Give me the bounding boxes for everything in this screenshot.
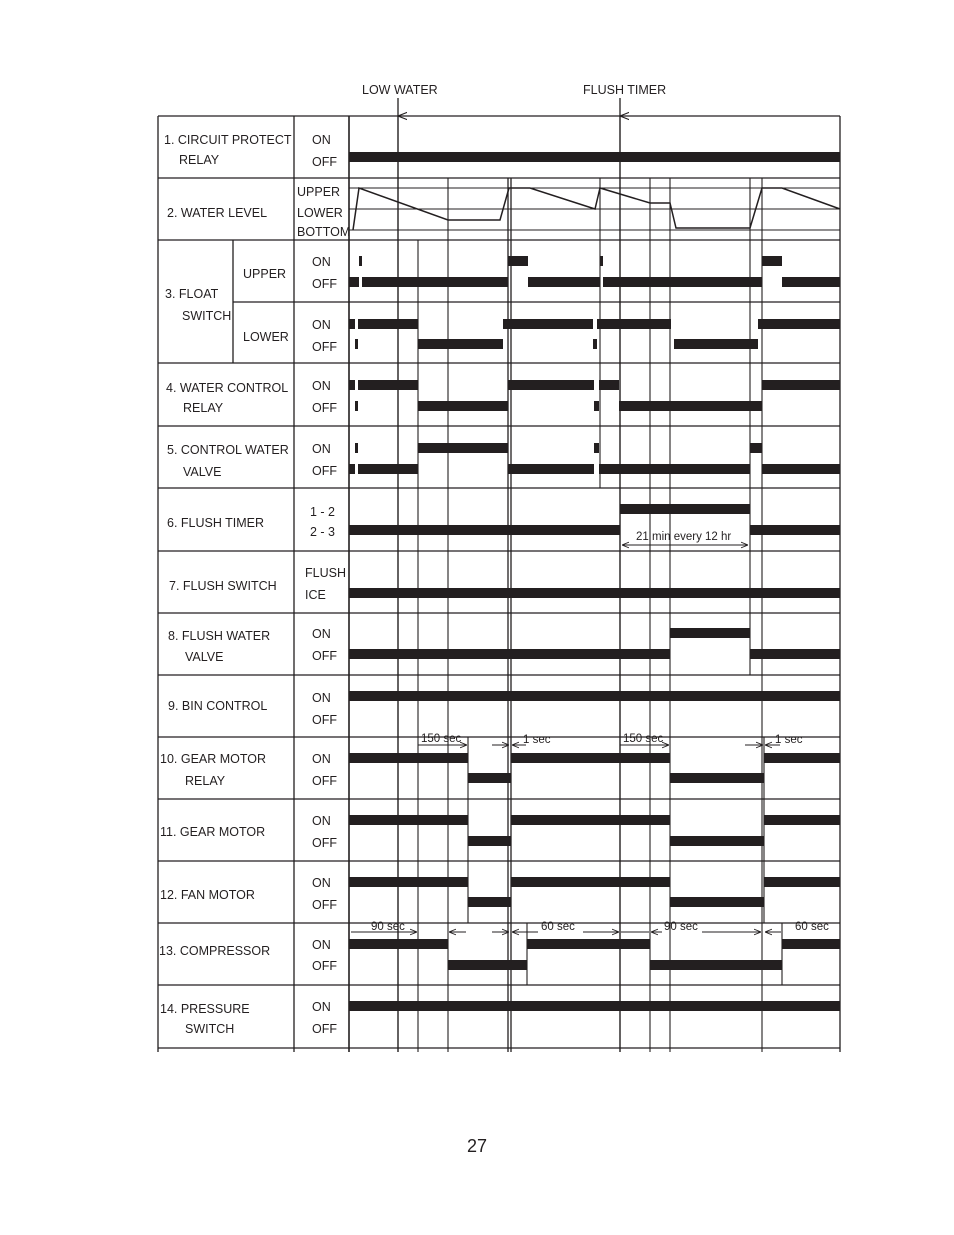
- row-13-label: 13. COMPRESSOR: [159, 944, 271, 958]
- bar-bin-control: [349, 691, 840, 701]
- bar-gear-motor-relay: [349, 753, 468, 763]
- state-label: OFF: [312, 277, 337, 291]
- bar-float-lower: [597, 319, 671, 329]
- bar-float-upper: [349, 277, 359, 287]
- gear-delay-label: 150 sec: [421, 733, 462, 745]
- bar-fan-motor: [511, 877, 670, 887]
- bar-float-lower: [758, 319, 840, 329]
- bar-water-control-relay: [355, 401, 358, 411]
- gear-delay-label: 150 sec: [623, 733, 664, 745]
- bar-float-lower: [503, 319, 593, 329]
- row-5-label: 5. CONTROL WATER: [167, 443, 289, 457]
- bar-water-control-relay: [594, 401, 599, 411]
- bar-flush-timer: [620, 504, 750, 514]
- row-3-label: 3. FLOAT: [165, 287, 219, 301]
- state-label: ON: [312, 752, 331, 766]
- row-1-label: 1. CIRCUIT PROTECT: [164, 133, 292, 147]
- state-label: OFF: [312, 1022, 337, 1036]
- state-label: ON: [312, 318, 331, 332]
- state-label: OFF: [312, 898, 337, 912]
- state-label: OFF: [312, 340, 337, 354]
- row-3-upper-label: UPPER: [243, 267, 287, 281]
- compressor-delay-label: 90 sec: [664, 921, 698, 933]
- bar-compressor: [448, 960, 527, 970]
- low-water-marker-label: LOW WATER: [362, 83, 438, 97]
- row-7-label: 7. FLUSH SWITCH: [169, 579, 277, 593]
- row-12-label: 12. FAN MOTOR: [160, 888, 255, 902]
- row-3-label: SWITCH: [182, 309, 232, 323]
- bar-gear-motor-relay: [764, 753, 840, 763]
- state-label: OFF: [312, 959, 337, 973]
- state-label: OFF: [312, 401, 337, 415]
- bar-fan-motor: [468, 897, 511, 907]
- row-4-label: RELAY: [183, 401, 224, 415]
- bar-water-control-relay: [599, 380, 619, 390]
- bar-control-water-valve: [349, 464, 355, 474]
- flush-interval-label: 21 min every 12 hr: [636, 531, 732, 543]
- bar-gear-motor: [511, 815, 670, 825]
- bar-circuit-protect: [349, 152, 840, 162]
- row-9-label: 9. BIN CONTROL: [168, 699, 268, 713]
- bar-gear-motor: [349, 815, 468, 825]
- bar-control-water-valve: [762, 464, 840, 474]
- bar-float-lower: [674, 339, 758, 349]
- bar-float-upper: [600, 256, 603, 266]
- state-label: OFF: [312, 649, 337, 663]
- bar-float-upper: [603, 277, 762, 287]
- bar-float-upper: [362, 277, 508, 287]
- row-5-label: VALVE: [183, 465, 222, 479]
- bar-float-lower: [349, 319, 355, 329]
- bar-float-upper: [762, 256, 782, 266]
- bar-float-upper: [782, 277, 840, 287]
- bar-gear-motor-relay: [511, 753, 670, 763]
- bar-gear-motor-relay: [468, 773, 511, 783]
- bar-float-upper: [359, 256, 362, 266]
- row-6-label: 6. FLUSH TIMER: [167, 516, 265, 530]
- bar-control-water-valve: [358, 464, 418, 474]
- gear-delay-label: 1 sec: [523, 734, 551, 746]
- state-label: OFF: [312, 836, 337, 850]
- state-label: ON: [312, 814, 331, 828]
- bar-flush-timer: [750, 525, 840, 535]
- bar-control-water-valve: [355, 443, 358, 453]
- row-8-label: VALVE: [185, 650, 224, 664]
- bar-gear-motor: [468, 836, 511, 846]
- bar-flush-switch: [349, 588, 840, 598]
- bar-compressor: [527, 939, 650, 949]
- bar-flush-water-valve: [750, 649, 840, 659]
- state-label: OFF: [312, 155, 337, 169]
- bar-compressor: [650, 960, 782, 970]
- time-grid-lines: [398, 116, 782, 1052]
- bar-flush-water-valve: [349, 649, 670, 659]
- state-label: ON: [312, 379, 331, 393]
- row-2-label: 2. WATER LEVEL: [167, 206, 268, 220]
- compressor-delay-label: 60 sec: [541, 921, 575, 933]
- state-label: ON: [312, 442, 331, 456]
- bar-control-water-valve: [418, 443, 508, 453]
- bar-float-lower: [593, 339, 597, 349]
- row-labels: [159, 133, 292, 1036]
- compressor-delay-label: 60 sec: [795, 921, 829, 933]
- bar-water-control-relay: [358, 380, 418, 390]
- state-label: ON: [312, 627, 331, 641]
- state-label: ON: [312, 938, 331, 952]
- state-label: 2 - 3: [310, 525, 336, 539]
- bar-fan-motor: [764, 877, 840, 887]
- timing-dimensions: [351, 545, 781, 932]
- row-11-label: 11. GEAR MOTOR: [160, 825, 266, 839]
- state-label: ON: [312, 1000, 331, 1014]
- state-label: 1 - 2: [310, 505, 336, 519]
- bar-float-upper: [528, 277, 600, 287]
- state-label: BOTTOM: [297, 225, 351, 239]
- bar-gear-motor: [764, 815, 840, 825]
- compressor-delay-label: 90 sec: [371, 921, 405, 933]
- bar-float-lower: [418, 339, 503, 349]
- state-label: ON: [312, 133, 331, 147]
- bar-water-control-relay: [418, 401, 508, 411]
- state-label: OFF: [312, 464, 337, 478]
- state-label: ICE: [305, 588, 326, 602]
- row-3-lower-label: LOWER: [243, 330, 289, 344]
- state-label: ON: [312, 876, 331, 890]
- bar-control-water-valve: [508, 464, 594, 474]
- bar-control-water-valve: [750, 443, 762, 453]
- bar-compressor: [349, 939, 448, 949]
- bar-fan-motor: [349, 877, 468, 887]
- state-label: OFF: [312, 774, 337, 788]
- bar-float-lower: [358, 319, 418, 329]
- row-1-label: RELAY: [179, 153, 220, 167]
- bar-water-control-relay: [619, 401, 762, 411]
- state-bars: [349, 152, 840, 1011]
- bar-water-control-relay: [508, 380, 594, 390]
- row-14-label: 14. PRESSURE: [160, 1002, 250, 1016]
- bar-compressor: [782, 939, 840, 949]
- bar-control-water-valve: [594, 443, 599, 453]
- state-label: LOWER: [297, 206, 343, 220]
- row-8-label: 8. FLUSH WATER: [168, 629, 271, 643]
- bar-flush-water-valve: [670, 628, 750, 638]
- state-label: ON: [312, 255, 331, 269]
- bar-pressure-switch: [349, 1001, 840, 1011]
- row-10-label: 10. GEAR MOTOR: [160, 752, 267, 766]
- flush-timer-marker-label: FLUSH TIMER: [583, 83, 667, 97]
- bar-float-lower: [355, 339, 358, 349]
- state-label: ON: [312, 691, 331, 705]
- row-14-label: SWITCH: [185, 1022, 235, 1036]
- page-number: 27: [466, 1136, 488, 1156]
- bar-water-control-relay: [349, 380, 355, 390]
- state-labels: [297, 133, 350, 1036]
- row-4-label: 4. WATER CONTROL: [166, 381, 289, 395]
- bar-flush-timer: [349, 525, 620, 535]
- state-label: FLUSH: [305, 566, 346, 580]
- row-10-label: RELAY: [185, 774, 226, 788]
- bar-control-water-valve: [599, 464, 750, 474]
- bar-water-control-relay: [762, 380, 840, 390]
- bar-gear-motor: [670, 836, 764, 846]
- bar-gear-motor-relay: [670, 773, 764, 783]
- state-label: OFF: [312, 713, 337, 727]
- state-label: UPPER: [297, 185, 341, 199]
- bar-fan-motor: [670, 897, 764, 907]
- bar-float-upper: [508, 256, 528, 266]
- gear-delay-label: 1 sec: [775, 734, 803, 746]
